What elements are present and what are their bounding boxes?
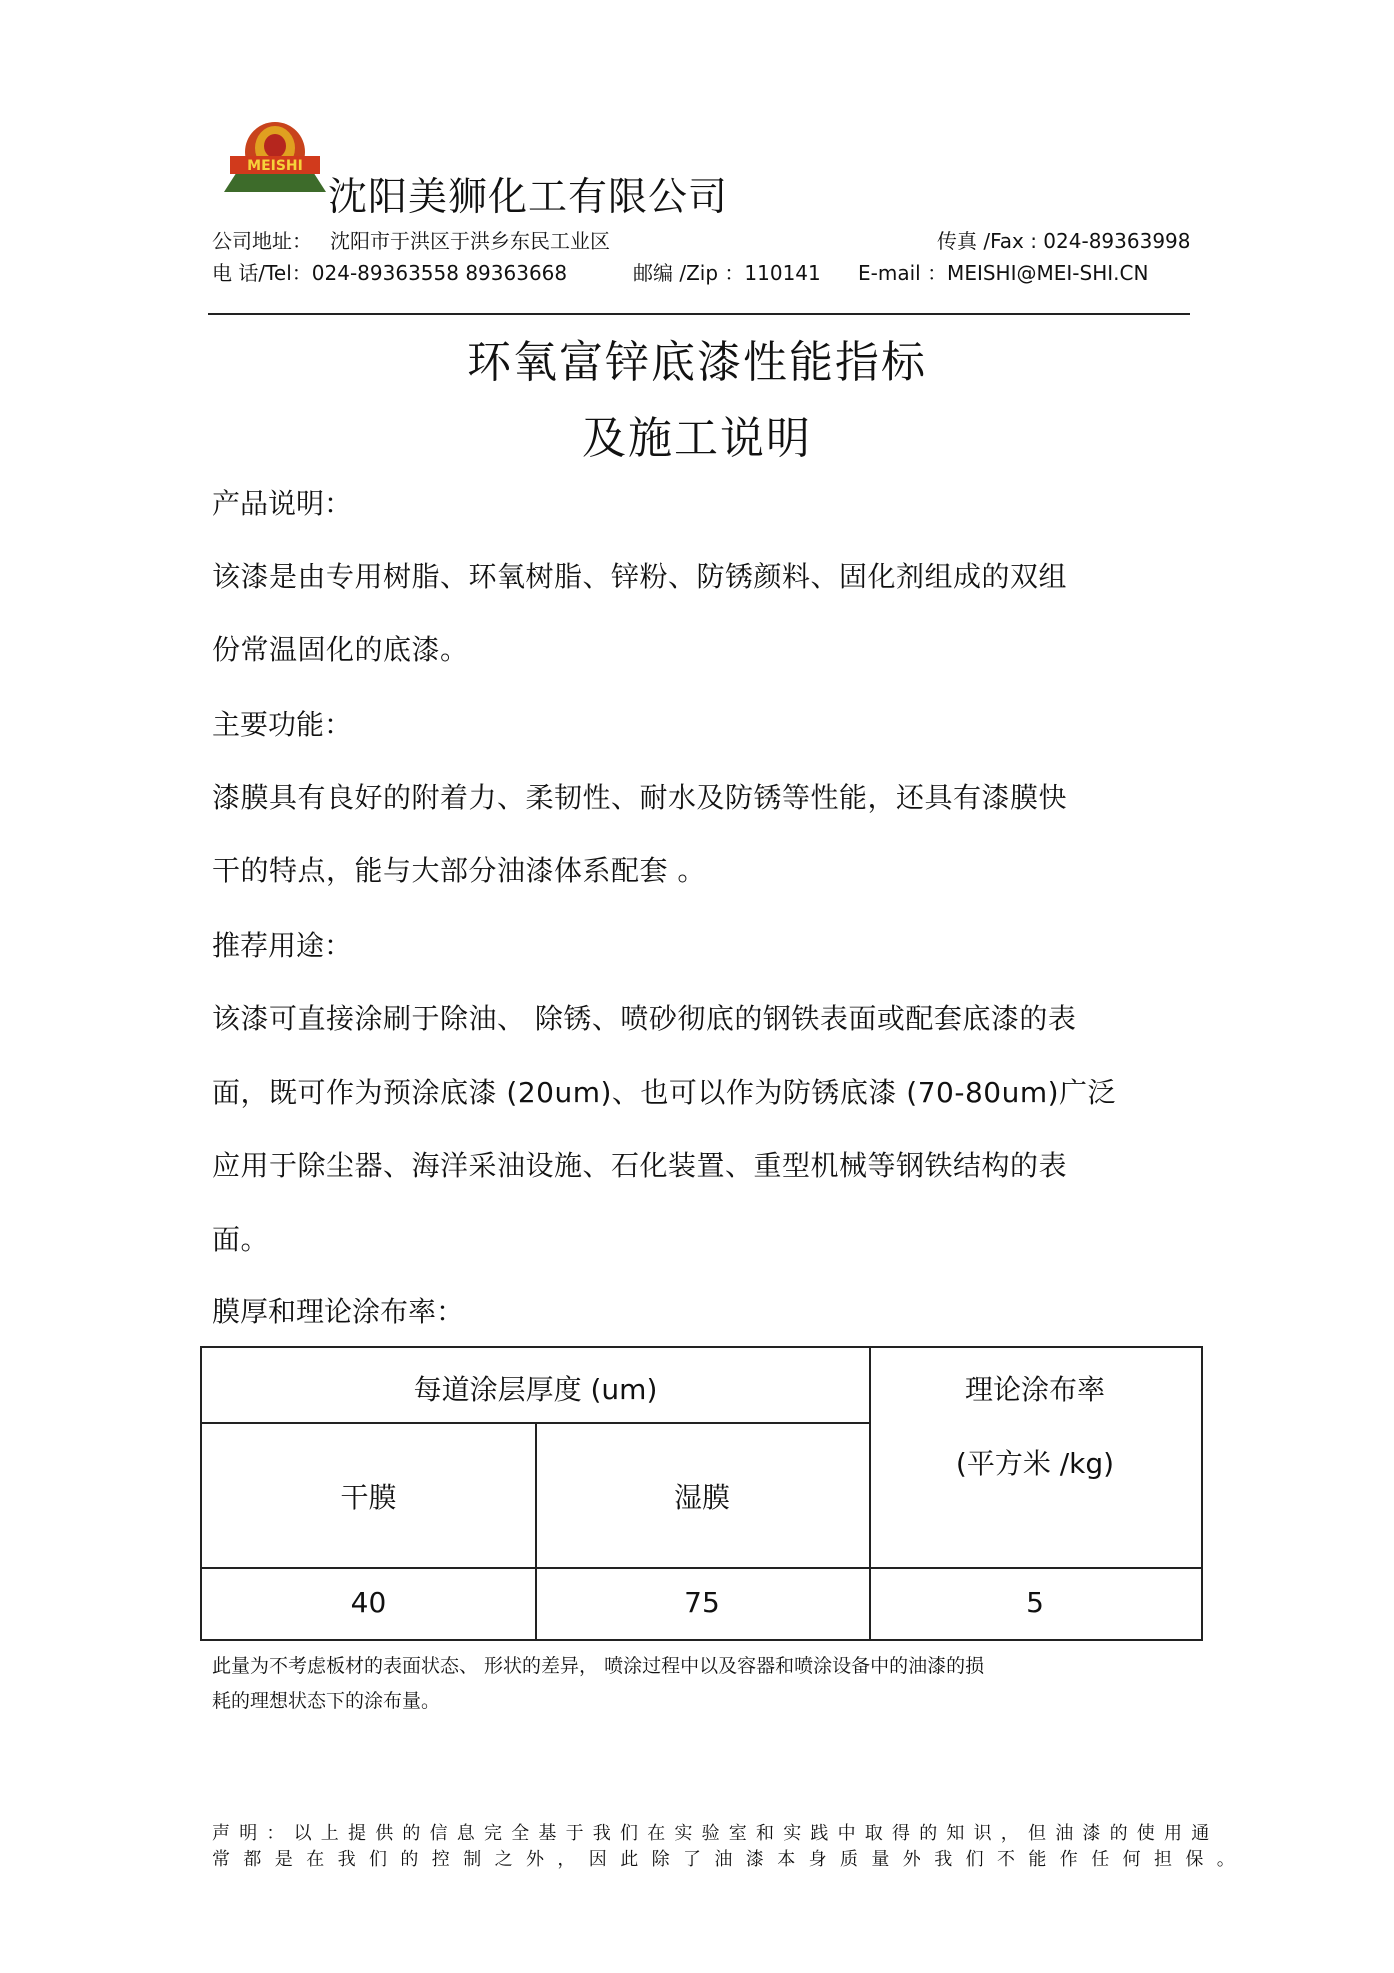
fax-number: 传真 /Fax : 024-89363998 — [937, 229, 1191, 253]
coverage-note-line: 此量为不考虑板材的表面状态、 形状的差异， 喷涂过程中以及容器和喷涂设备中的油漆的损 — [212, 1655, 985, 1677]
table-divider — [202, 1567, 1201, 1569]
thickness-group-header: 每道涂层厚度 (um) — [413, 1373, 658, 1406]
usage-text-line: 面。 — [212, 1223, 270, 1256]
function-text-line: 漆膜具有良好的附着力、柔韧性、耐水及防锈等性能，还具有漆膜快 — [212, 781, 1068, 814]
dry-film-header: 干膜 — [340, 1481, 397, 1514]
usage-heading: 推荐用途： — [212, 929, 353, 962]
coverage-rate-unit: (平方米 /kg) — [955, 1447, 1115, 1480]
usage-text-line: 面，既可作为预涂底漆 (20um)、也可以作为防锈底漆 (70-80um)广泛 — [212, 1076, 1117, 1109]
function-text-line: 干的特点，能与大部分油漆体系配套 。 — [212, 854, 706, 887]
coverage-rate-value: 5 — [1026, 1586, 1044, 1619]
table-divider — [202, 1422, 869, 1424]
document-subtitle: 及施工说明 — [582, 413, 812, 464]
coverage-note-line: 耗的理想状态下的涂布量。 — [212, 1690, 441, 1712]
usage-text-line: 该漆可直接涂刷于除油、 除锈、喷砂彻底的钢铁表面或配套底漆的表 — [212, 1002, 1077, 1035]
wet-film-value: 75 — [684, 1586, 720, 1619]
product-text-line: 该漆是由专用树脂、环氧树脂、锌粉、防锈颜料、固化剂组成的双组 — [212, 560, 1068, 593]
company-address: 沈阳市于洪区于洪乡东民工业区 — [330, 229, 610, 253]
zip-code: 邮编 /Zip ：110141 — [633, 261, 821, 285]
address-label: 公司地址： — [212, 229, 312, 253]
logo-wordmark: MEISHI — [247, 158, 303, 174]
company-logo — [222, 112, 328, 200]
product-text-line: 份常温固化的底漆。 — [212, 633, 469, 666]
company-name: 沈阳美狮化工有限公司 — [328, 175, 729, 220]
telephone: 电 话/Tel：024-89363558 89363668 — [212, 261, 568, 285]
function-heading: 主要功能： — [212, 708, 353, 741]
wet-film-header: 湿膜 — [673, 1481, 730, 1514]
disclaimer-line: 声明：以上提供的信息完全基于我们在实验室和实践中取得的知识，但油漆的使用通 — [212, 1823, 1219, 1844]
header-divider — [208, 313, 1190, 315]
document-title: 环氧富锌底漆性能指标 — [467, 337, 927, 388]
dry-film-value: 40 — [350, 1586, 387, 1619]
usage-text-line: 应用于除尘器、海洋采油设施、石化装置、重型机械等钢铁结构的表 — [212, 1149, 1068, 1182]
coverage-rate-header: 理论涂布率 — [964, 1373, 1105, 1406]
thickness-heading: 膜厚和理论涂布率： — [212, 1295, 465, 1328]
disclaimer-line: 常都是在我们的控制之外，因此除了油漆本身质量外我们不能作任何担保。 — [212, 1849, 1249, 1870]
email: E-mail ：MEISHI@MEI-SHI.CN — [858, 261, 1149, 285]
coverage-table — [200, 1346, 1203, 1641]
product-heading: 产品说明： — [212, 487, 353, 520]
